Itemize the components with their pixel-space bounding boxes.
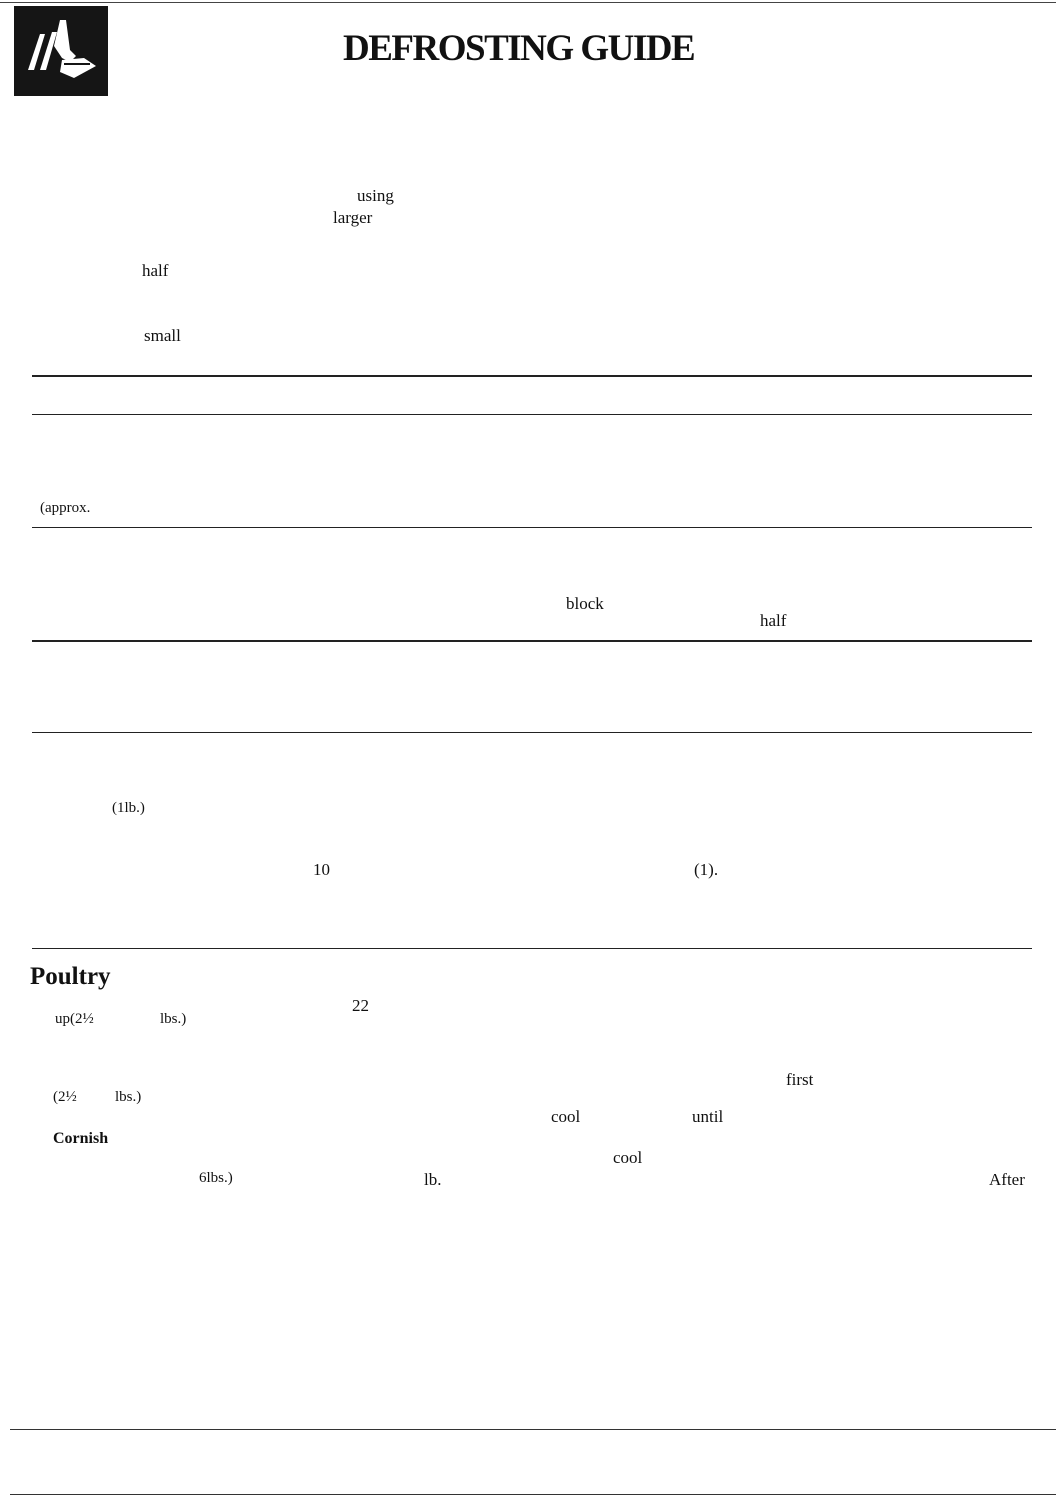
text-fragment: lb.	[424, 1170, 442, 1189]
text-fragment: cool	[613, 1148, 643, 1167]
text-fragment: until	[692, 1107, 724, 1126]
top-border	[0, 2, 1056, 3]
table-rule	[32, 414, 1032, 415]
bottom-border	[10, 1494, 1056, 1495]
text-fragment: 22	[352, 996, 369, 1015]
section-heading-poultry: Poultry	[30, 963, 111, 990]
text-fragment: (1lb.)	[112, 800, 145, 816]
table-rule	[32, 527, 1032, 528]
text-fragment: 10	[313, 860, 330, 879]
text-fragment: After	[989, 1170, 1025, 1189]
text-fragment: small	[144, 326, 181, 345]
text-fragment: cool	[551, 1107, 581, 1126]
table-rule	[32, 640, 1032, 642]
page-title: DEFROSTING GUIDE	[343, 28, 695, 69]
text-fragment: up(2½	[55, 1011, 94, 1027]
table-rule	[32, 732, 1032, 733]
text-fragment: block	[566, 594, 604, 613]
text-fragment: (1).	[694, 860, 719, 879]
table-rule	[32, 375, 1032, 377]
text-fragment: (approx.	[40, 500, 91, 516]
footer-rule	[10, 1429, 1056, 1430]
table-rule	[32, 948, 1032, 949]
text-fragment: half	[760, 611, 787, 630]
text-fragment: lbs.)	[115, 1089, 142, 1105]
text-fragment: larger	[333, 208, 373, 227]
text-fragment: (2½	[53, 1089, 77, 1105]
text-fragment: lbs.)	[160, 1011, 187, 1027]
text-fragment: 6lbs.)	[199, 1170, 233, 1186]
text-fragment: first	[786, 1070, 814, 1089]
text-fragment: half	[142, 261, 169, 280]
pointing-hand-icon	[14, 6, 108, 96]
text-fragment: Cornish	[53, 1130, 109, 1147]
text-fragment: using	[357, 186, 394, 205]
